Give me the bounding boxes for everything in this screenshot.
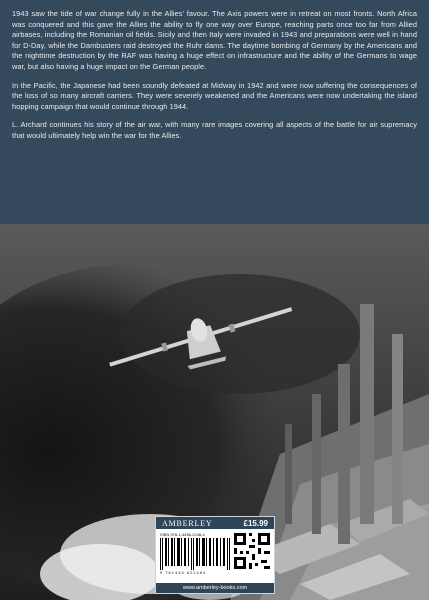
publisher-website: www.amberley-books.com xyxy=(156,583,274,593)
blurb-paragraph-2: In the Pacific, the Japanese had been soundly defeated at Midway in 1942 and were now suffering the consequences of the loss of so many aircraft carriers. They were severely weakened and the Americans were now undertaking the island hopping campaign that would continue through 1944. xyxy=(12,80,417,111)
qr-code xyxy=(234,533,270,569)
blurb-paragraph-3: L. Archard continues his story of the air war, with many rare images covering all aspects of the battle for air supremacy that would ultimately help win the war for the Allies. xyxy=(12,120,417,140)
back-cover-blurb xyxy=(0,0,429,224)
publisher-name: AMBERLEY xyxy=(162,518,213,528)
barcode xyxy=(160,538,230,570)
isbn-text: ISBN 978-1-4456-2248-4 xyxy=(160,532,205,537)
barcode-digits: 9 781445 622484 xyxy=(160,570,207,575)
barcode-header xyxy=(156,517,274,529)
barcode-panel xyxy=(155,516,275,594)
blurb-paragraph-1: 1943 saw the tide of war change fully in the Allies' favour. The Axis powers were in retreat on most fronts. North Africa was conquered and this gave the Allies the ability to fly one way over Europe, reaching parts once too far from Allied airbases, including the Romanian oil fields. Sicily and then Italy were invaded in 1943 and preparations were well in hand for D-Day, while the Dambusters raid destroyed the Ruhr dams. The daytime bombing of Germany by the Americans and the nighttime destruction by the RAF was having a huge effect on infrastructure and the ability of the Germans to wage war, but also having a huge impact on the German people. xyxy=(12,9,417,71)
price: £15.99 xyxy=(243,518,268,528)
